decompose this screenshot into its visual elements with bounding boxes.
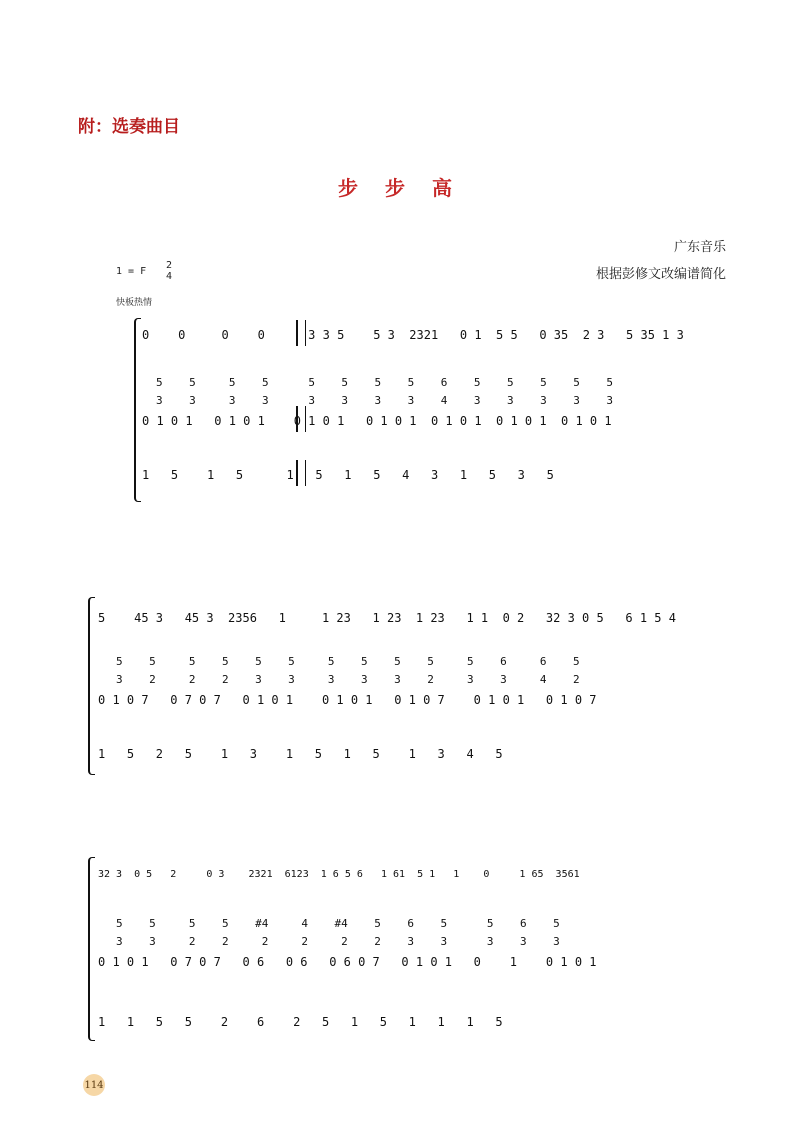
bass-line: 1 5 1 5 1 5 1 5 4 3 1 5 3 5 (142, 468, 554, 482)
score-system-2 (0, 597, 800, 777)
melody-line: 32 3 0 5 2 0 3 2321 6123 1 6 5 6 1 61 5 1 1 0 1 65 3561 (98, 869, 580, 880)
song-title: 步 步 高 (338, 176, 462, 200)
accompaniment-line: 0 1 0 1 0 1 0 1 0 1 0 1 0 1 0 1 0 1 0 1 0 1 0 1 0 1 0 1 (142, 414, 612, 428)
key-signature: 1 = F (116, 266, 147, 277)
score-system-1 (0, 318, 800, 503)
harmony-middle-line: 3 2 2 2 3 3 3 3 3 2 3 3 4 2 (116, 673, 580, 686)
time-signature-top: 2 (166, 260, 173, 271)
bass-line: 1 1 5 5 2 6 2 5 1 5 1 1 1 5 (98, 1015, 503, 1029)
system-brace (134, 318, 141, 502)
harmony-upper-line: 5 5 5 5 5 5 5 5 5 5 5 6 6 5 (116, 655, 580, 668)
harmony-upper-line: 5 5 5 5 #4 4 #4 5 6 5 5 6 5 (116, 917, 560, 930)
accompaniment-line: 0 1 0 1 0 7 0 7 0 6 0 6 0 6 0 7 0 1 0 1 0 1 0 1 0 1 (98, 955, 597, 969)
system-brace (88, 597, 95, 775)
bass-line: 1 5 2 5 1 3 1 5 1 5 1 3 4 5 (98, 747, 503, 761)
time-signature-bottom: 4 (166, 271, 173, 282)
tempo-marking: 快板热情 (116, 298, 153, 308)
melody-line: 5 45 3 45 3 2356 1 1 23 1 23 1 23 1 1 0 2 32 3 0 5 6 1 5 4 (98, 611, 676, 625)
harmony-middle-line: 3 3 3 3 3 3 3 3 4 3 3 3 3 3 (156, 394, 613, 407)
harmony-middle-line: 3 3 2 2 2 2 2 2 3 3 3 3 3 (116, 935, 560, 948)
song-origin: 广东音乐 (673, 240, 726, 255)
score-system-3 (0, 857, 800, 1042)
arranger-credit: 根据彭修文改编谱简化 (595, 267, 726, 282)
page-number: 114 (83, 1074, 105, 1096)
harmony-upper-line: 5 5 5 5 5 5 5 5 6 5 5 5 5 5 (156, 376, 613, 389)
section-heading: 附：选奏曲目 (78, 117, 180, 137)
time-signature (166, 260, 172, 282)
accompaniment-line: 0 1 0 7 0 7 0 7 0 1 0 1 0 1 0 1 0 1 0 7 0 1 0 1 0 1 0 7 (98, 693, 597, 707)
system-brace (88, 857, 95, 1041)
melody-line: 0 0 0 0 3 3 5 5 3 2321 0 1 5 5 0 35 2 3 5 35 1 3 (142, 328, 684, 342)
